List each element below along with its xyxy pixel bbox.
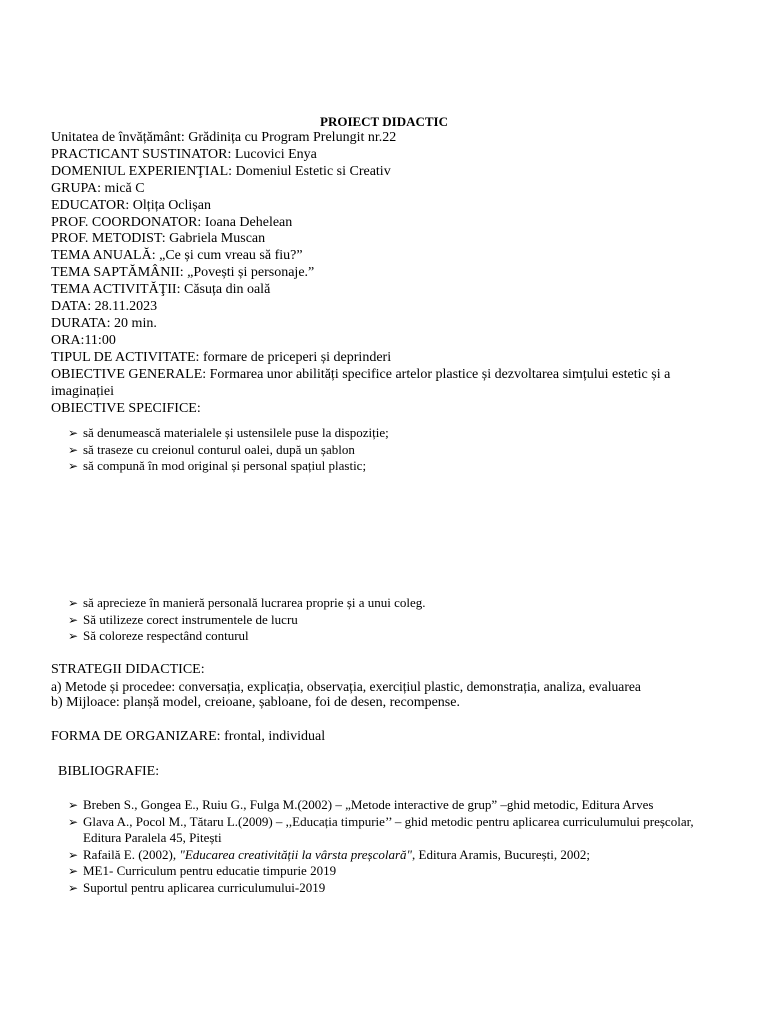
list-item: ➢ să aprecieze în manieră personală lucrarea proprie și a unui coleg. [68, 595, 426, 610]
prof-metodist-line: PROF. METODIST: Gabriela Muscan [51, 231, 266, 247]
header-info [51, 130, 721, 417]
data-line: DATA: 28.11.2023 [51, 299, 158, 315]
bibliography-list [68, 797, 708, 897]
durata-line: DURATA: 20 min. [51, 315, 157, 331]
grupa-line: GRUPA: mică C [51, 180, 145, 196]
metode-line: a) Metode și procedee: conversația, explicația, observația, exercițiul plastic, demonstrația, analiza, evaluarea [51, 678, 641, 694]
arrow-bullet-icon: ➢ [68, 629, 79, 644]
educator-line: EDUCATOR: Olțița Oclișan [51, 197, 211, 213]
domeniul-line: DOMENIUL EXPERIENŢIAL: Domeniul Estetic si Creativ [51, 163, 391, 179]
bibliography-item: ➢ Rafailă E. (2002), "Educarea creativității la vârsta preșcolară", Editura Aramis, București, 2002; [68, 846, 591, 862]
arrow-bullet-icon: ➢ [68, 798, 79, 812]
tema-activitatii-line: TEMA ACTIVITĂŢII: Căsuța din oală [51, 282, 271, 298]
practicant-line: PRACTICANT SUSTINATOR: Lucovici Enya [51, 146, 317, 162]
forma-organizare: FORMA DE ORGANIZARE: frontal, individual [51, 729, 326, 744]
tipul-activitate-line: TIPUL DE ACTIVITATE: formare de priceperi și deprinderi [51, 349, 392, 365]
list-item: ➢ Să utilizeze corect instrumentele de lucru [68, 611, 298, 627]
arrow-bullet-icon: ➢ [68, 880, 79, 895]
tema-saptamanii-line: TEMA SAPTĂMÂNII: „Povești și personaje.” [51, 265, 315, 281]
tema-anuala-line: TEMA ANUALĂ: „Ce și cum vreau să fiu?” [51, 248, 303, 264]
list-item: ➢ Să coloreze respectând conturul [68, 628, 249, 644]
ora-line: ORA:11:00 [51, 332, 116, 348]
prof-coordonator-line: PROF. COORDONATOR: Ioana Dehelean [51, 214, 293, 230]
arrow-bullet-icon: ➢ [68, 426, 79, 440]
arrow-bullet-icon: ➢ [68, 864, 79, 879]
arrow-bullet-icon: ➢ [68, 596, 79, 610]
unitatea-line: Unitatea de învățământ: Grădinița cu Program Prelungit nr.22 [51, 130, 397, 145]
arrow-bullet-icon: ➢ [68, 459, 79, 474]
mijloace-line: b) Mijloace: planșă model, creioane, șabloane, foi de desen, recompense. [51, 695, 460, 710]
list-item: ➢ să compună în mod original și personal spațiul plastic; [68, 458, 367, 474]
bibliography-item: ➢ Suportul pentru aplicarea curriculumului-2019 [68, 879, 326, 895]
book-title: "Educarea creativității la vârsta preșcolară" [179, 846, 412, 862]
objectives-list-2 [68, 595, 708, 645]
document-title: PROIECT DIDACTIC [320, 114, 448, 129]
obiective-specifice-heading: OBIECTIVE SPECIFICE: [51, 400, 201, 416]
strategii-heading: STRATEGII DIDACTICE: [51, 662, 205, 677]
arrow-bullet-icon: ➢ [68, 814, 79, 829]
list-item: ➢ să traseze cu creionul conturul oalei, după un șablon [68, 441, 355, 457]
bibliography-item: ➢ Breben S., Gongea E., Ruiu G., Fulga M.(2002) – „Metode interactive de grup” –ghid metodic, Editura Arves [68, 797, 654, 812]
bibliography-item: ➢ Glava A., Pocol M., Tătaru L.(2009) – ,,Educația timpurie’’ – ghid metodic pentru aplicarea curriculumului preșcolar, Editura Paralela 45, Pitești [68, 813, 694, 846]
arrow-bullet-icon: ➢ [68, 612, 79, 627]
objectives-list-1 [68, 425, 708, 475]
arrow-bullet-icon: ➢ [68, 442, 79, 457]
bibliografie-heading: BIBLIOGRAFIE: [58, 764, 160, 779]
obiective-generale: OBIECTIVE GENERALE: Formarea unor abilități specifice artelor plastice și dezvoltarea simțului estetic și a imaginației [51, 366, 671, 399]
list-item: ➢ să denumească materialele și ustensilele puse la dispoziție; [68, 425, 389, 440]
bibliography-item: ➢ ME1- Curriculum pentru educatie timpurie 2019 [68, 863, 337, 879]
arrow-bullet-icon: ➢ [68, 847, 79, 862]
strategii-section [51, 662, 731, 712]
